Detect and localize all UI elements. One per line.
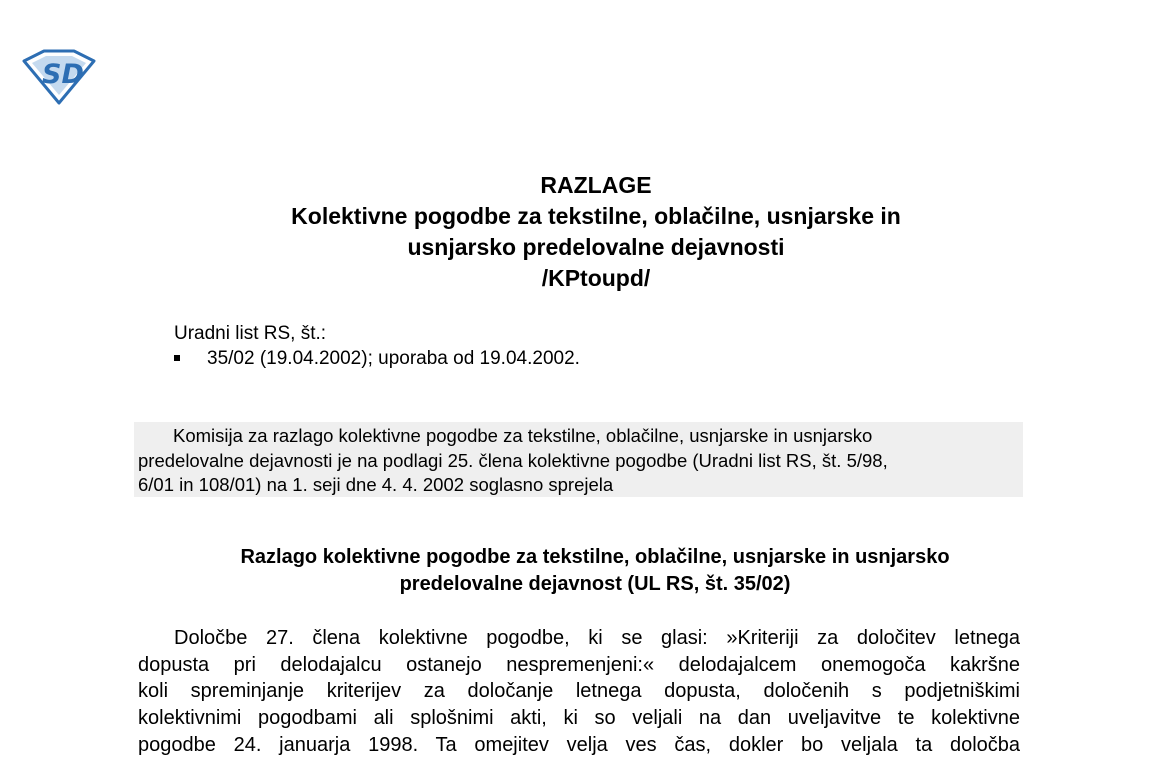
- gazette-label: Uradni list RS, št.:: [174, 323, 327, 344]
- svg-text:SD: SD: [42, 59, 84, 90]
- gazette-reference: [174, 321, 580, 371]
- gazette-item-text: 35/02 (19.04.2002); uporaba od 19.04.2002.: [207, 348, 580, 369]
- section-heading: [150, 544, 1040, 598]
- title-line-1: RAZLAGE: [540, 172, 652, 198]
- body-line: kolektivnimi pogodbami ali splošnimi akti, ki so veljali na dan uveljavitve te kolektivne: [138, 707, 1020, 730]
- title-line-2: Kolektivne pogodbe za tekstilne, oblačilne, usnjarske in: [291, 203, 901, 229]
- intro-line: 6/01 in 108/01) na 1. seji dne 4. 4. 2002 soglasno sprejela: [138, 474, 614, 495]
- body-paragraph: [138, 625, 1020, 758]
- title-line-3: usnjarsko predelovalne dejavnosti: [407, 234, 785, 260]
- sd-logo: [22, 47, 96, 105]
- section-heading-line-2: predelovalne dejavnost (UL RS, št. 35/02): [399, 573, 791, 595]
- document-title: [180, 170, 1012, 294]
- gazette-list-item: [174, 346, 580, 371]
- sd-logo-icon: [22, 47, 96, 105]
- body-line: Določbe 27. člena kolektivne pogodbe, ki se glasi: »Kriteriji za določitev letnega: [174, 627, 1020, 649]
- section-heading-line-1: Razlago kolektivne pogodbe za tekstilne, oblačilne, usnjarske in usnjarsko: [240, 546, 950, 568]
- body-line: dopusta pri delodajalcu ostanejo nespremenjeni:« delodajalcem onemogoča kakršne: [138, 653, 1020, 676]
- body-line: koli spreminjanje kriterijev za določanje letnega dopusta, določenih s podjetniškimi: [138, 680, 1020, 703]
- intro-line: Komisija za razlago kolektivne pogodbe za tekstilne, oblačilne, usnjarske in usnjarsko: [173, 425, 873, 446]
- title-line-4: /KPtoupd/: [541, 265, 651, 291]
- bullet-icon: [174, 355, 180, 361]
- intro-paragraph: [134, 422, 1023, 497]
- intro-line: predelovalne dejavnosti je na podlagi 25. člena kolektivne pogodbe (Uradni list RS, št. 5/98,: [138, 449, 888, 471]
- body-line: pogodbe 24. januarja 1998. Ta omejitev velja ves čas, dokler bo veljala ta določba: [138, 733, 1020, 756]
